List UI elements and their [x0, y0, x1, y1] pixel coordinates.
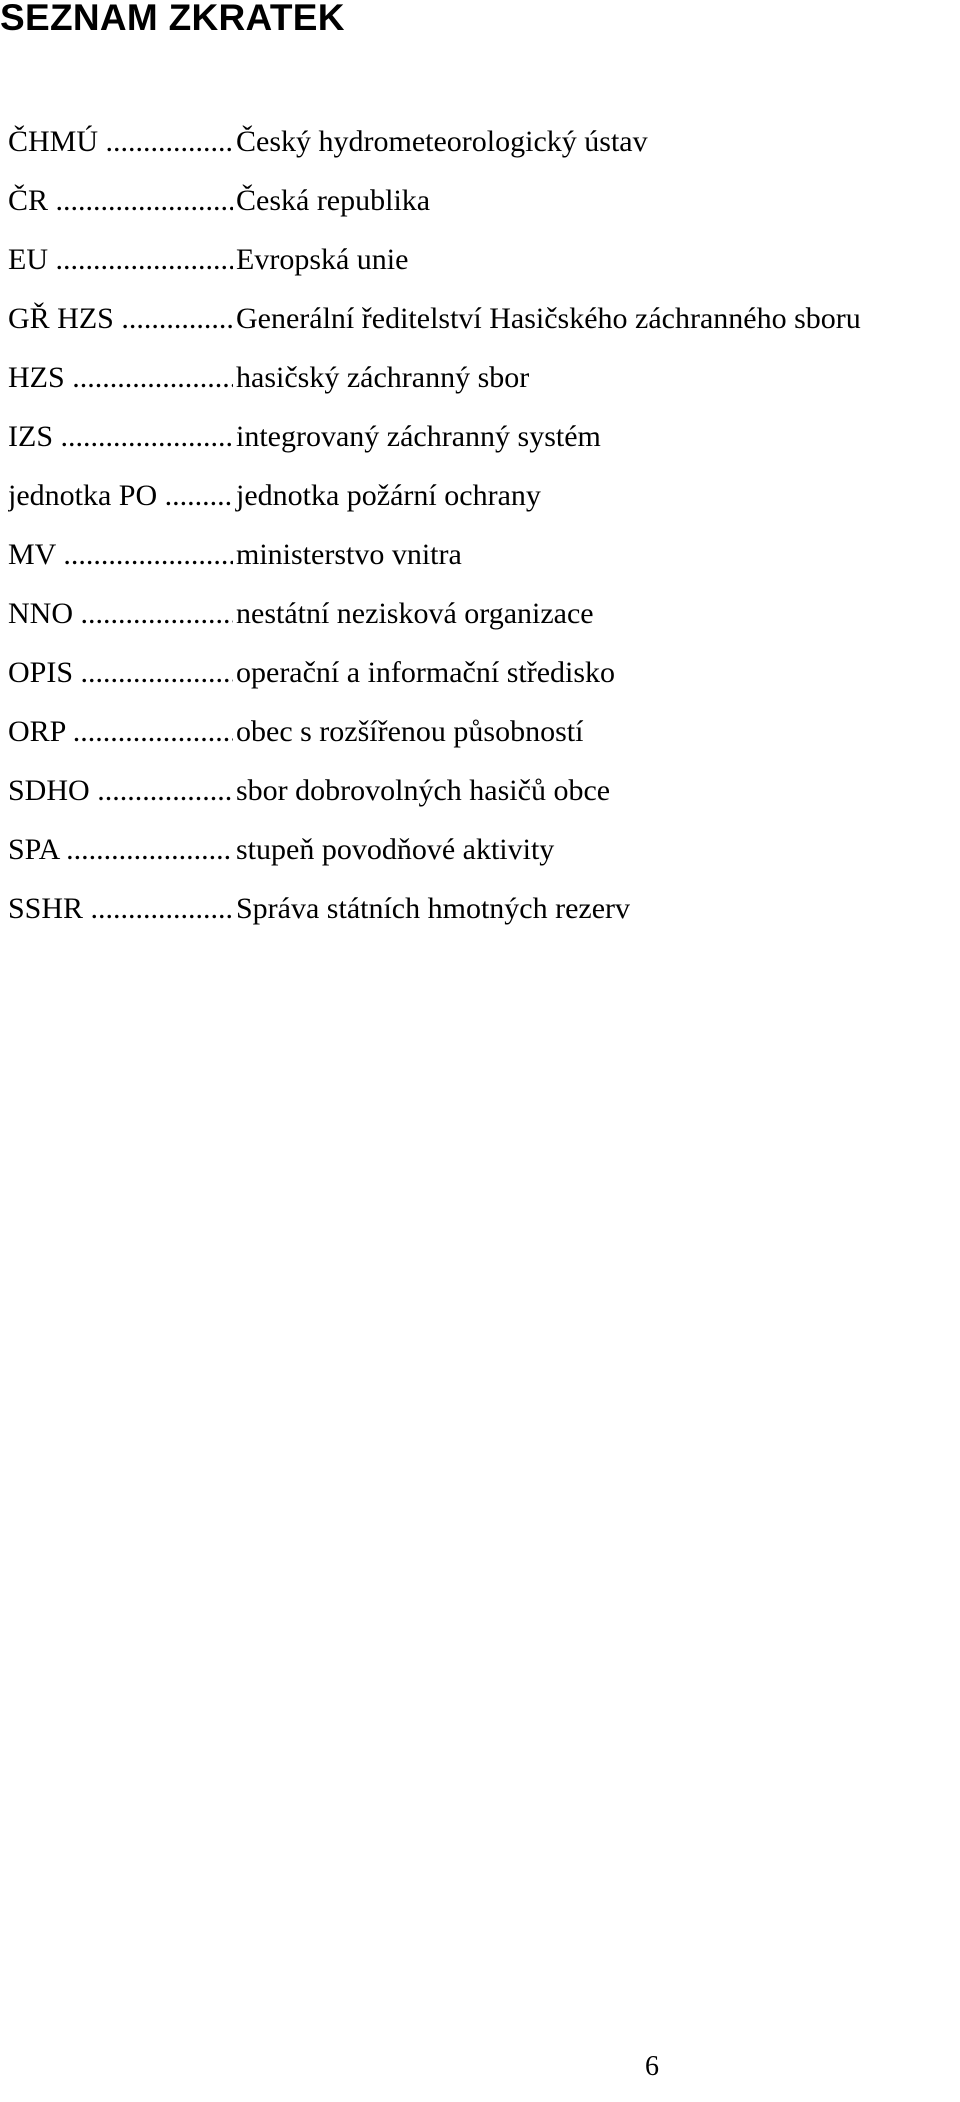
- abbreviation-code: OPIS .....: [8, 651, 233, 695]
- abbreviation-row: [8, 238, 861, 297]
- abbreviation-meaning: sbor dobrovolných hasičů obce: [236, 774, 611, 807]
- abbreviation-code: ČHMÚ .....: [8, 120, 233, 164]
- abbreviation-meaning: Česká republika: [236, 184, 431, 217]
- abbreviation-meaning: Generální ředitelství Hasičského záchranného sboru: [236, 302, 861, 335]
- abbreviation-row: [8, 710, 861, 769]
- abbreviation-code: SSHR .....: [8, 887, 233, 931]
- abbreviation-code: NNO .....: [8, 592, 233, 636]
- abbreviation-code: MV .....: [8, 533, 233, 577]
- abbreviation-code: EU .....: [8, 238, 233, 282]
- abbreviation-meaning: Evropská unie: [236, 243, 409, 276]
- page-number: 6: [645, 2051, 659, 2082]
- abbreviation-row: [8, 651, 861, 710]
- abbreviation-code: SDHO .....: [8, 769, 233, 813]
- abbreviation-row: [8, 415, 861, 474]
- abbreviation-code: GŘ HZS .....: [8, 297, 233, 341]
- abbreviation-meaning: obec s rozšířenou působností: [236, 715, 584, 748]
- abbreviation-row: [8, 356, 861, 415]
- abbreviation-meaning: jednotka požární ochrany: [236, 479, 541, 512]
- abbreviation-row: [8, 533, 861, 592]
- abbreviation-row: [8, 120, 861, 179]
- abbreviation-code: IZS .....: [8, 415, 233, 459]
- abbreviation-row: [8, 297, 861, 356]
- abbreviation-meaning: stupeň povodňové aktivity: [236, 833, 555, 866]
- abbreviation-row: [8, 769, 861, 828]
- abbreviation-meaning: ministerstvo vnitra: [236, 538, 462, 571]
- abbreviation-code: ČR .....: [8, 179, 233, 223]
- abbreviation-meaning: Správa státních hmotných rezerv: [236, 892, 631, 925]
- abbreviation-meaning: Český hydrometeorologický ústav: [236, 125, 648, 158]
- abbreviation-meaning: hasičský záchranný sbor: [236, 361, 530, 394]
- abbreviation-row: [8, 592, 861, 651]
- abbreviation-row: [8, 887, 861, 946]
- abbreviation-row: [8, 474, 861, 533]
- abbreviation-row: [8, 179, 861, 238]
- abbreviation-code: jednotka PO .....: [8, 474, 233, 518]
- abbreviation-code: ORP .....: [8, 710, 233, 754]
- abbreviation-row: [8, 828, 861, 887]
- abbreviation-list: [8, 120, 861, 946]
- abbreviation-code: HZS .....: [8, 356, 233, 400]
- abbreviation-meaning: operační a informační středisko: [236, 656, 616, 689]
- abbreviation-code: SPA .....: [8, 828, 233, 872]
- abbreviation-meaning: nestátní nezisková organizace: [236, 597, 594, 630]
- abbreviation-meaning: integrovaný záchranný systém: [236, 420, 601, 453]
- page-title: SEZNAM ZKRATEK: [0, 0, 345, 38]
